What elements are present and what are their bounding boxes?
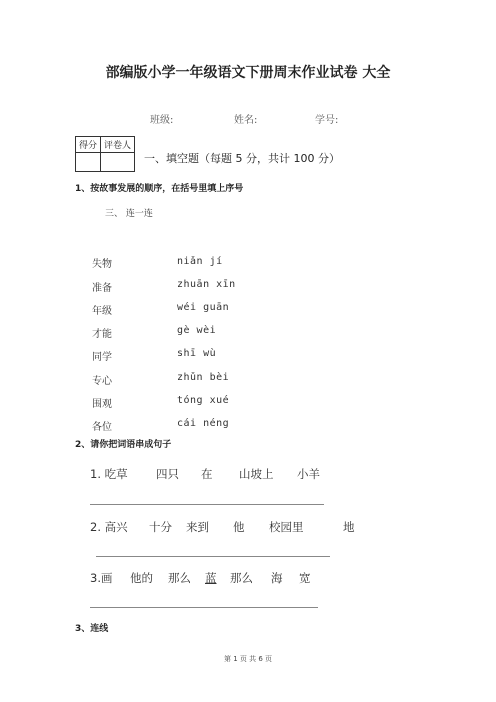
word-chunk: 海 xyxy=(271,571,283,585)
word-chunk: 宽 xyxy=(299,571,311,585)
word-chunk: 他 xyxy=(233,520,245,534)
word-item: 同学 xyxy=(92,352,112,363)
score-cell: 得分 xyxy=(76,137,101,153)
score-box xyxy=(75,136,135,172)
section-title: 一、填空题（每题 5 分，共计 100 分） xyxy=(144,152,340,165)
word-chunk: 山坡上 xyxy=(239,467,274,481)
word-item: 专心 xyxy=(92,376,112,387)
word-chunk: 那么 xyxy=(168,571,191,585)
word-chunk: 地 xyxy=(343,520,355,534)
score-blank-cell xyxy=(76,153,101,172)
pinyin-item: zhuān xīn xyxy=(177,279,236,290)
reviewer-cell: 评卷人 xyxy=(101,137,135,153)
word-chunk: 小羊 xyxy=(297,467,320,481)
word-chunk: 来到 xyxy=(186,520,209,534)
pinyin-item: wéi guān xyxy=(177,302,230,313)
word-item: 年级 xyxy=(92,306,112,317)
answer-line[interactable] xyxy=(96,556,330,557)
question-2-text: 2、请你把词语串成句子 xyxy=(75,440,172,450)
pinyin-item: niǎn jí xyxy=(177,256,223,267)
pinyin-item: shī wù xyxy=(177,348,217,359)
word-item: 失物 xyxy=(92,259,112,270)
pinyin-item: zhǔn bèi xyxy=(177,372,230,383)
word-chunk: 3.画 xyxy=(90,571,113,585)
question-1-text: 1、按故事发展的顺序，在括号里填上序号 xyxy=(75,184,244,194)
word-item: 准备 xyxy=(92,283,112,294)
word-chunk: 十分 xyxy=(149,520,172,534)
word-chunk: 他的 xyxy=(130,571,153,585)
pinyin-item: gè wèi xyxy=(177,325,217,336)
word-chunk: 2. 高兴 xyxy=(90,520,128,534)
word-chunk: 在 xyxy=(201,467,213,481)
sentence-1 xyxy=(90,466,320,482)
name-label: 姓名: xyxy=(234,115,258,126)
sentence-2 xyxy=(90,519,355,535)
document-title: 部编版小学一年级语文下册周末作业试卷 大全 xyxy=(105,65,391,81)
word-chunk: 那么 xyxy=(230,571,253,585)
pinyin-item: tóng xué xyxy=(177,395,230,406)
sentence-3 xyxy=(90,570,311,586)
answer-line[interactable] xyxy=(90,504,324,505)
question-3-text: 3、连线 xyxy=(75,624,109,634)
word-chunk: 蓝 xyxy=(205,571,217,585)
word-chunk: 1. 吃草 xyxy=(90,467,128,481)
word-item: 围观 xyxy=(92,399,112,410)
question-1-subtitle: 三、 连一连 xyxy=(105,209,153,219)
pinyin-item: cái néng xyxy=(177,418,230,429)
page-footer: 第 1 页 共 6 页 xyxy=(223,655,273,663)
reviewer-blank-cell xyxy=(101,153,135,172)
word-chunk: 四只 xyxy=(156,467,179,481)
class-label: 班级: xyxy=(150,115,174,126)
word-item: 才能 xyxy=(92,329,112,340)
word-chunk: 校园里 xyxy=(269,520,304,534)
student-number-label: 学号: xyxy=(315,115,339,126)
word-item: 各位 xyxy=(92,422,112,433)
answer-line[interactable] xyxy=(90,607,318,608)
